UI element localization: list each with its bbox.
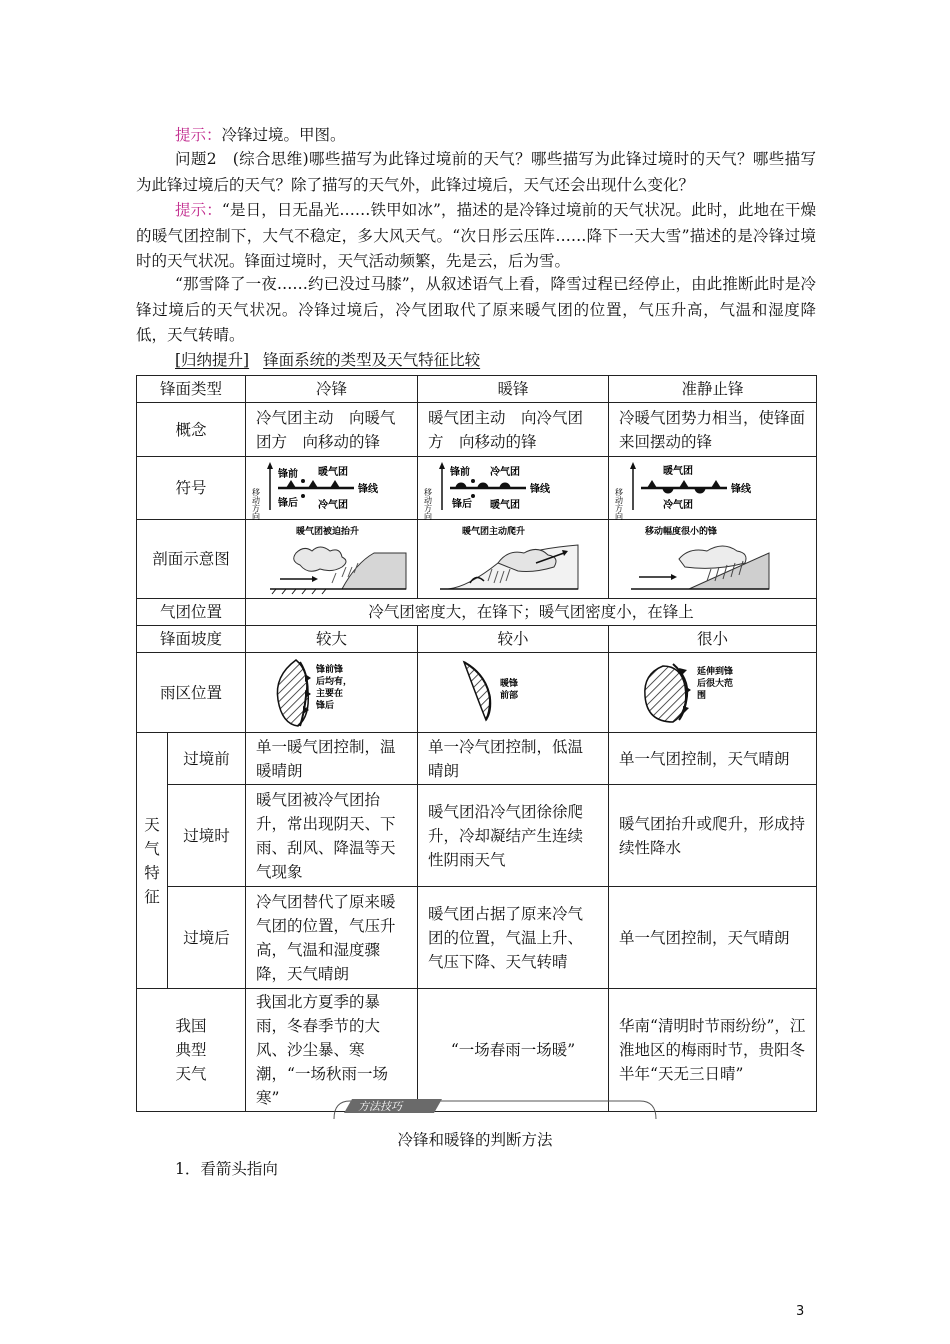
hint-label: 提示： (175, 126, 222, 144)
section-title: 移动幅度很小的锋 (645, 527, 718, 537)
table-row-rain (137, 653, 817, 733)
row-label: 气团位置 (137, 599, 246, 626)
warm-front-symbol (418, 457, 609, 520)
table-cell: 华南“清明时节雨纷纷”，江淮地区的梅雨时节，贵阳冬半年“天无三日晴” (609, 989, 817, 1112)
method-title: 冷锋和暖锋的判断方法 (397, 1131, 553, 1149)
cold-mass-label: 冷气团 (490, 467, 521, 478)
method-banner (330, 1097, 660, 1123)
cold-front-section (246, 520, 418, 599)
table-cell: 冷气团密度大，在锋下；暖气团密度小，在锋上 (246, 599, 817, 626)
table-cell: 暖气团被冷气团抬升，常出现阴天、下雨、刮风、降温等天气现象 (246, 785, 418, 887)
table-cell: 单一气团控制，天气晴朗 (609, 887, 817, 989)
warm-mass-label: 暖气团 (663, 466, 694, 477)
header-cell: 锋面类型 (137, 376, 246, 403)
section-tag: [归纳提升] (175, 351, 250, 369)
rain-note: 锋前锋后均有，主要在锋后 (316, 664, 353, 711)
axis-label: 移动方向 (614, 488, 624, 520)
table-row-airmass (137, 599, 817, 626)
section-heading (175, 349, 480, 371)
axis-label: 移动方向 (423, 488, 433, 520)
stationary-front-symbol (609, 457, 817, 520)
axis-label: 移动方向 (251, 488, 261, 520)
front-label: 锋前 (278, 469, 299, 480)
weather-label-char: 特 (144, 863, 160, 882)
cold-mass-label: 冷气团 (318, 500, 349, 511)
table-cell: 暖气团沿冷气团徐徐爬升，冷却凝结产生连续性阴雨天气 (418, 785, 609, 887)
table-cell: “一场春雨一场暖” (418, 989, 609, 1112)
cold-front-rain (246, 653, 418, 733)
table-cell: 单一暖气团控制，温暖晴朗 (246, 733, 418, 785)
banner-text: 方法技巧 (358, 1100, 402, 1113)
section-title: 锋面系统的类型及天气特征比较 (263, 351, 481, 369)
table-row-symbol (137, 457, 817, 520)
table-row-concept (137, 403, 817, 457)
rain-note: 暖锋前部 (500, 678, 519, 701)
question-2: 问题2 (综合思维)哪些描写为此锋过境前的天气？哪些描写为此锋过境时的天气？哪些描写为此锋过境后的天气？除了描写的天气外，此锋过境后，天气还会出现什么变化？ (136, 150, 816, 194)
warm-front-section (418, 520, 609, 599)
cold-front-section-diagram (256, 523, 406, 595)
row-label: 剖面示意图 (137, 520, 246, 599)
table-cell: 冷暖气团势力相当，使锋面来回摆动的锋 (609, 403, 817, 457)
header-cell: 暖锋 (418, 376, 609, 403)
warm-front-rain (418, 653, 609, 733)
method-banner-graphic (330, 1097, 660, 1123)
weather-label-char: 气 (144, 839, 160, 858)
section-title: 暖气团被迫抬升 (296, 527, 360, 537)
cold-front-rain-diagram (256, 656, 386, 730)
warm-front-symbol-diagram (423, 460, 578, 520)
table-cell: 冷气团主动 向暖气团方 向移动的锋 (246, 403, 418, 457)
cold-front-symbol (246, 457, 418, 520)
table-cell: 我国北方夏季的暴雨，冬春季节的大风、沙尘暴、寒潮，“一场秋雨一场寒” (246, 989, 418, 1112)
cold-mass-label: 冷气团 (663, 500, 694, 511)
section-title: 暖气团主动爬升 (462, 527, 526, 537)
table-cell: 冷气团替代了原来暖气团的位置，气压升高，气温和湿度骤降，天气晴朗 (246, 887, 418, 989)
table-cell: 较大 (246, 626, 418, 653)
table-cell: 暖气团抬升或爬升，形成持续性降水 (609, 785, 817, 887)
table-cell: 单一气团控制，天气晴朗 (609, 733, 817, 785)
paragraph-3: “那雪降了一夜……约已没过马膝”，从叙述语气上看，降雪过程已经停止，由此推断此时是冷锋过境后的天气状况。冷锋过境后，冷气团取代了原来暖气团的位置，气压升高，气温和湿度降低，天气转晴。 (136, 275, 816, 344)
hint-text: 冷锋过境。甲图。 (221, 126, 346, 144)
hint-label: 提示： (175, 201, 222, 219)
back-label: 锋后 (278, 498, 299, 509)
stationary-front-rain (609, 653, 817, 733)
row-label: 符号 (137, 457, 246, 520)
typical-label-line: 天气 (175, 1065, 207, 1083)
table-cell: 暖气团占据了原来冷气团的位置，气温上升、气压下降、天气转晴 (418, 887, 609, 989)
warm-front-rain-diagram (428, 656, 558, 730)
table-cell: 暖气团主动 向冷气团方 向移动的锋 (418, 403, 609, 457)
weather-label-char: 征 (144, 887, 160, 906)
stationary-front-section-diagram (619, 523, 779, 595)
row-label: 过境后 (168, 887, 246, 989)
warm-mass-label: 暖气团 (318, 467, 349, 478)
row-label: 锋面坡度 (137, 626, 246, 653)
front-line-label: 锋线 (530, 484, 551, 495)
header-cell: 冷锋 (246, 376, 418, 403)
table-cell: 较小 (418, 626, 609, 653)
row-label: 雨区位置 (137, 653, 246, 733)
hint-text: “是日，日无晶光……铁甲如冰”，描述的是冷锋过境前的天气状况。此时，此地在干燥的暖气团控制下，大气不稳定，多大风天气。“次日彤云压阵……降下一天大雪”描述的是冷锋过境时的天气状况。锋面过境时，天气活动频繁，先是云，后为雪。 (136, 201, 816, 270)
front-comparison-table (136, 375, 817, 1112)
front-line-label: 锋线 (731, 484, 752, 495)
table-row-before (137, 733, 817, 785)
back-label: 锋后 (452, 499, 473, 510)
table-row-section (137, 520, 817, 599)
method-item-1: 1．看箭头指向 (175, 1160, 278, 1178)
table-cell: 单一冷气团控制，低温晴朗 (418, 733, 609, 785)
stationary-front-section (609, 520, 817, 599)
page-number: 3 (796, 1304, 805, 1319)
row-label: 概念 (137, 403, 246, 457)
table-row-typical (137, 989, 817, 1112)
header-cell: 准静止锋 (609, 376, 817, 403)
rain-note: 延伸到锋后很大范围 (697, 666, 734, 701)
front-label: 锋前 (450, 467, 471, 478)
table-row-during (137, 785, 817, 887)
row-label: 过境前 (168, 733, 246, 785)
typical-label-line: 典型 (175, 1041, 207, 1059)
stationary-front-rain-diagram (619, 656, 769, 730)
row-label: 过境时 (168, 785, 246, 887)
table-cell: 很小 (609, 626, 817, 653)
warm-front-section-diagram (428, 523, 588, 595)
typical-label-line: 我国 (175, 1017, 207, 1035)
row-label (137, 989, 246, 1112)
weather-label (137, 733, 168, 989)
table-row-slope (137, 626, 817, 653)
hint-2 (136, 198, 816, 275)
cold-front-symbol-diagram (251, 460, 406, 520)
weather-label-char: 天 (144, 815, 160, 834)
table-row-after (137, 887, 817, 989)
table-row-header (137, 376, 817, 403)
warm-mass-label: 暖气团 (490, 500, 521, 511)
hint-1 (136, 123, 816, 149)
front-line-label: 锋线 (358, 484, 379, 495)
stationary-front-symbol-diagram (614, 460, 779, 520)
